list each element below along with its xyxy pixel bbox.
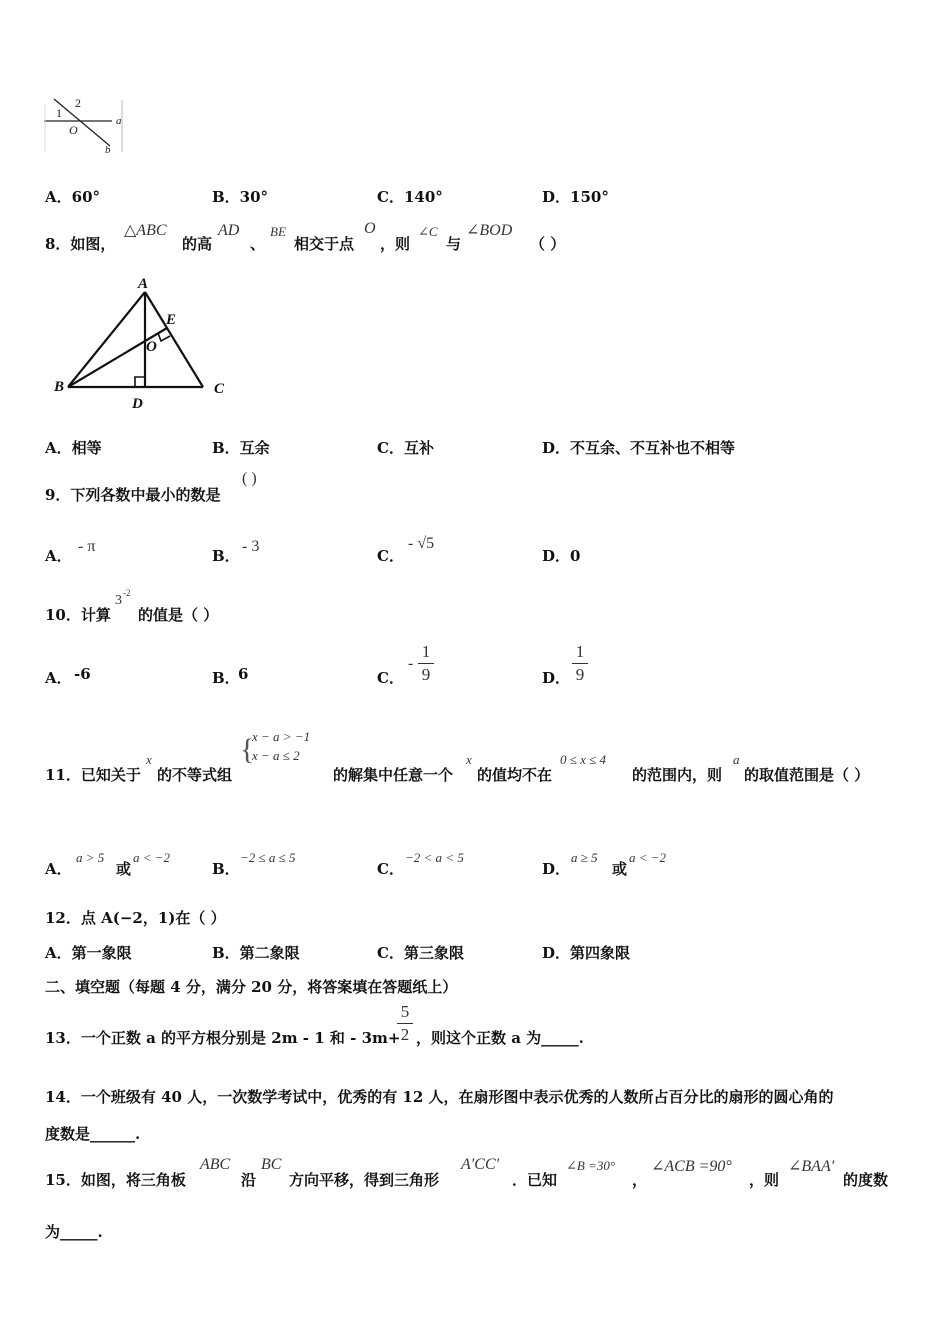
q11-option-d-label[interactable]: D． [542, 860, 571, 878]
q9-stem: 9．下列各数中最小的数是 [45, 486, 221, 504]
q13-text-1: 13．一个正数 a 的平方根分别是 2m - 1 和 - 3m+ [45, 1029, 401, 1047]
denominator: 2 [400, 1025, 410, 1044]
q10-base: 3 [115, 593, 122, 608]
altitude-be [68, 328, 167, 387]
q10-option-a-value: -6 [74, 665, 91, 683]
q14-line-2: 度数是______. [45, 1125, 141, 1143]
q8-text-1: 的高 [182, 235, 213, 253]
q11-text-6: 的取值范围是（ ） [744, 766, 870, 784]
angle-2-label: 2 [75, 96, 81, 110]
line-a-label: a [116, 115, 122, 127]
q15-comma: ， [632, 1171, 648, 1189]
q8-angle-c: ∠C [418, 224, 438, 239]
q7-option-d[interactable]: D．150° [542, 188, 609, 206]
q11-option-d-value-1: a ≥ 5 [571, 850, 598, 865]
q12-option-a[interactable]: A．第一象限 [45, 944, 132, 962]
q11-option-a-value-1: a > 5 [76, 850, 105, 865]
right-angle-d [135, 377, 145, 387]
q11-text-3: 的解集中任意一个 [333, 766, 454, 784]
q15-text-6: 的度数 [843, 1171, 889, 1189]
q10-option-d-label[interactable]: D． [542, 669, 571, 687]
q9-option-c-label[interactable]: C． [377, 547, 404, 565]
q10-option-b-label[interactable]: B． [212, 669, 240, 687]
q10-option-d-fraction [572, 642, 588, 685]
q8-option-b[interactable]: B．互余 [212, 439, 270, 457]
q8-ad: AD [218, 222, 240, 239]
angle-1-label: 1 [56, 106, 62, 120]
q10-option-b-value: 6 [238, 665, 249, 683]
q12-option-c[interactable]: C．第三象限 [377, 944, 464, 962]
q11-text-1: 11．已知关于 [45, 766, 141, 784]
q11-option-b-value: −2 ≤ a ≤ 5 [240, 850, 296, 865]
q11-option-a-or: 或 [116, 860, 132, 878]
q11-a: a [733, 752, 740, 767]
q15-text-4: ．已知 [512, 1171, 558, 1189]
q11-x: x [146, 752, 152, 767]
q8-text-4: 与 [446, 235, 462, 253]
point-o-label: O [146, 339, 157, 355]
q11-option-a-value-2: a < −2 [133, 850, 171, 865]
q8-text-3: ，则 [380, 235, 411, 253]
fraction-bar [572, 663, 588, 664]
q10-option-a-label[interactable]: A． [45, 669, 72, 687]
fraction-bar [418, 663, 434, 664]
q9-paren: ( ) [242, 470, 257, 487]
q8-paren: （ ） [530, 235, 566, 253]
point-d-label: D [132, 396, 143, 412]
numerator: 5 [400, 1002, 410, 1021]
q10-option-c-sign: - [408, 655, 414, 672]
line-b-label: b [105, 144, 111, 154]
numerator: 1 [575, 642, 585, 661]
q11-option-c-value: −2 < a < 5 [405, 850, 464, 865]
q9-option-b-value: - 3 [242, 538, 260, 555]
vertex-b-label: B [54, 379, 65, 395]
q11-option-d-value-2: a < −2 [629, 850, 667, 865]
q11-brace: { [240, 733, 255, 766]
q11-inequality-1: x − a > −1 [252, 729, 311, 744]
q12-option-b[interactable]: B．第二象限 [212, 944, 300, 962]
q12-stem: 12．点 A(−2，1)在（ ） [45, 909, 226, 927]
right-angle-e [158, 333, 170, 341]
line-b [54, 99, 110, 146]
q11-option-d-or: 或 [612, 860, 628, 878]
q15-bc: BC [261, 1156, 282, 1173]
q8-sep: 、 [250, 235, 266, 253]
q15-angle-baa: ∠BAA′ [788, 1158, 835, 1175]
q10-option-c-label[interactable]: C． [377, 669, 404, 687]
q13-text-2: ，则这个正数 a 为_____. [416, 1029, 584, 1047]
point-e-label: E [166, 312, 177, 328]
q11-text-5: 的范围内，则 [632, 766, 723, 784]
q11-inequality-2: x − a ≤ 2 [252, 748, 300, 763]
q11-option-b-label[interactable]: B． [212, 860, 240, 878]
q11-range: 0 ≤ x ≤ 4 [560, 752, 607, 767]
q8-option-d[interactable]: D．不互余、不互补也不相等 [542, 439, 736, 457]
vertex-c-label: C [214, 381, 225, 397]
q15-text-1: 15．如图，将三角板 [45, 1171, 186, 1189]
q11-text-4: 的值均不在 [477, 766, 553, 784]
q7-option-a[interactable]: A．60° [45, 188, 101, 206]
q11-x-2: x [466, 752, 472, 767]
q9-option-a-value: - π [78, 538, 96, 555]
denominator: 9 [575, 665, 585, 684]
q10-exponent: -2 [123, 588, 131, 598]
q8-angle-bod: ∠BOD [466, 222, 513, 239]
triangle-abc-figure [50, 272, 240, 412]
point-o-label: O [69, 123, 78, 137]
q8-text-2: 相交于点 [294, 235, 355, 253]
q11-option-a-label[interactable]: A． [45, 860, 72, 878]
side-ab [68, 292, 145, 387]
q9-option-c-value: - √5 [408, 535, 435, 552]
q15-angle-acb: ∠ACB =90° [651, 1158, 732, 1175]
numerator: 1 [421, 642, 431, 661]
q15-line-2: 为_____. [45, 1223, 103, 1241]
vertex-a-label: A [138, 276, 149, 292]
fraction-bar [397, 1023, 413, 1024]
q13-fraction [397, 1002, 413, 1045]
q8-option-c[interactable]: C．互补 [377, 439, 434, 457]
q10-option-c-fraction [418, 642, 434, 685]
q15-angle-b: ∠B =30° [566, 1158, 616, 1173]
q15-text-2: 沿 [241, 1171, 257, 1189]
q10-stem-1: 10．计算 [45, 606, 111, 624]
q10-stem-2: 的值是（ ） [138, 606, 219, 624]
q12-option-d[interactable]: D．第四象限 [542, 944, 631, 962]
q7-option-b[interactable]: B．30° [212, 188, 269, 206]
q9-option-d[interactable]: D．0 [542, 547, 581, 565]
q8-be: BE [270, 224, 286, 239]
q9-option-a-label[interactable]: A． [45, 547, 72, 565]
q15-acc: A′CC′ [461, 1156, 500, 1173]
q9-option-b-label[interactable]: B． [212, 547, 240, 565]
q15-abc: ABC [200, 1156, 231, 1173]
q8-option-a[interactable]: A．相等 [45, 439, 102, 457]
q11-text-2: 的不等式组 [157, 766, 233, 784]
q8-number: 8．如图， [45, 235, 116, 253]
q11-option-c-label[interactable]: C． [377, 860, 404, 878]
q8-o: O [364, 220, 376, 237]
intersecting-lines-figure [42, 96, 128, 154]
q7-option-c[interactable]: C．140° [377, 188, 443, 206]
q8-triangle-abc: △ABC [124, 222, 167, 239]
section-2-heading: 二、填空题（每题 4 分，满分 20 分，将答案填在答题纸上） [45, 978, 458, 996]
q15-text-5: ，则 [749, 1171, 780, 1189]
denominator: 9 [421, 665, 431, 684]
q14-line-1: 14．一个班级有 40 人，一次数学考试中，优秀的有 12 人，在扇形图中表示优秀的人数所占百分比的扇形的圆心角的 [45, 1088, 834, 1106]
q15-text-3: 方向平移，得到三角形 [289, 1171, 440, 1189]
